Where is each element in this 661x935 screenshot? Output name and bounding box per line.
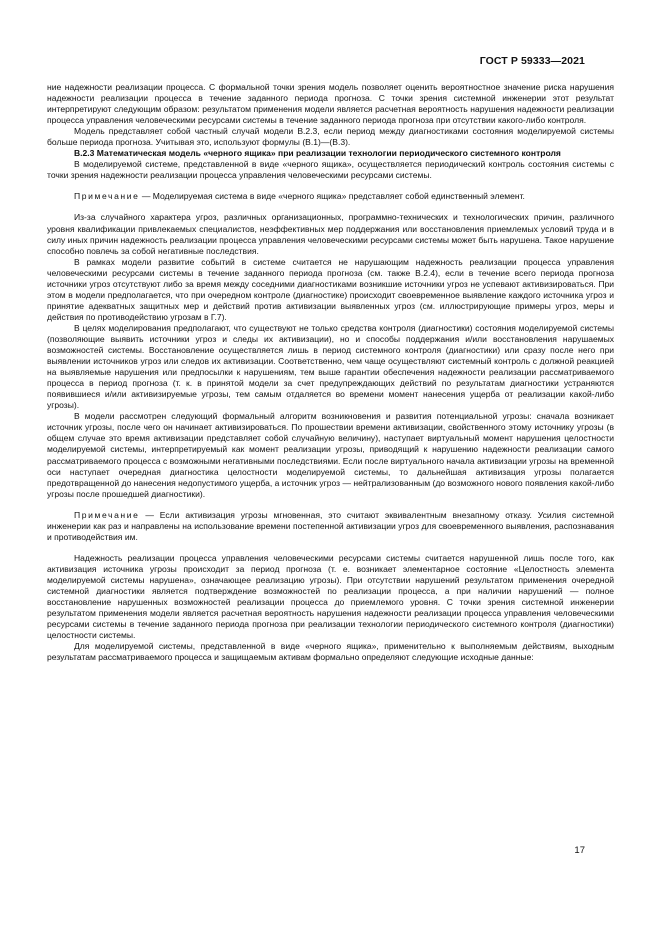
note-text: — Если активизация угрозы мгновенная, это считают эквивалентным внезапному отказу. Усилия системной инженерии как раз и направлены на использование времени постепенной активизации угроз для своевременного выявления, распознавания и противодействия им. — [47, 509, 614, 542]
note — [47, 510, 614, 543]
paragraph: Надежность реализации процесса управления человеческими ресурсами системы считается нарушенной лишь после того, как активизация источника угрозы происходит за период прогноза (т. е. возникает элементарное состояние «Целостность элемента моделируемой системы нарушена», означающее реализацию угрозы). При отсутствии нарушений результатом применения очередной системной диагностики является подтверждение возможностей по реализации процесса, а при наличии нарушений — полное восстановление нарушенных возможностей реализации процесса до приемлемого уровня. С точки зрения системной инженерии результатом применения модели является расчетная вероятность нарушения надежности реализации процесса управления человеческими ресурсами системы в течение заданного периода прогноза при реализации технологии периодического системного контроля (диагностики) целостности системы. — [47, 552, 614, 641]
paragraph: ние надежности реализации процесса. С формальной точки зрения модель позволяет оценить вероятностное значение риска нарушения надежности реализации процесса в течение заданного периода прогноза. С точки зрения системной инженерии этот результат интерпретируют следующим образом: результатом применения модели является расчетная вероятность нарушения надежности реализации процесса управления человеческими ресурсами системы в течение заданного периода прогноза при отсутствии какого-либо контроля. — [47, 82, 614, 126]
paragraph: Для моделируемой системы, представленной в виде «черного ящика», применительно к выполняемым действиям, выходным результатам рассматриваемого процесса и защищаемым активам формально определяют следующие исходные данные: — [47, 641, 614, 663]
document-body — [47, 82, 614, 663]
paragraph: В рамках модели развитие событий в системе считается не нарушающим надежность реализации процесса управления человеческими ресурсами системы в течение заданного периода прогноза (см. также В.2.4), если в течение всего периода прогноза источники угроз отсутствуют либо за время между соседними диагностиками возникшие источники угроз не успевают активизироваться. При этом в модели предполагается, что при очередном контроле (диагностике) происходит своевременное выявление каждого источника угроз и принятие адекватных защитных мер и действий против активизации выявленных угроз (см. иллюстрирующие примеры угроз, меры и действия по противодействию угрозам в Г.7). — [47, 256, 614, 322]
page-number: 17 — [574, 845, 585, 856]
note — [47, 191, 614, 202]
section-heading: В.2.3 Математическая модель «черного ящика» при реализации технологии периодического системного контроля — [74, 148, 561, 159]
document-header: ГОСТ Р 59333—2021 — [479, 55, 585, 67]
paragraph: В модели рассмотрен следующий формальный алгоритм возникновения и развития потенциальной угрозы: сначала возникает источник угрозы, после чего он начинает активизироваться. По прошествии времени активизации, свойственного этому источнику угрозы (в общем случае это время активизации представляет собой случайную величину), наступает виртуальный момент нарушения целостности моделируемой системы, интерпретируемый как момент реализации угрозы, приводящий к нарушению надежности реализации самого рассматриваемого процесса с возможными негативными последствиями. Если после виртуального начала активизации угрозы на временной оси наступает очередная диагностика целостности моделируемой системы, то дальнейшая активизация угрозы полагается предотвращенной до нанесения недопустимого ущерба, а источник угроз — нейтрализованным (до возможного нового появления какой-либо угрозы после прошедшей диагностики). — [47, 411, 614, 499]
note-label: Примечание — [74, 191, 140, 202]
paragraph: В целях моделирования предполагают, что существуют не только средства контроля (диагностики) состояния моделируемой системы (позволяющие выявить источники угроз и следы их активизации), но и способы поддержания и/или восстановления нарушаемых возможностей системы. Восстановление осуществляется лишь в период системного контроля (диагностики) или сразу после него при выявлении источников угроз или следов их активизации. Соответственно, чем чаще осуществляют системный контроль с должной реакцией на выявляемые нарушения или предпосылки к нарушениям, тем выше гарантии обеспечения надежности реализации рассматриваемого процесса в период прогноза (т. к. в принятой модели за счет предупреждающих действий по результатам диагностики устраняются появившиеся и/или активизируемые угрозы, тем самым отдаляется во времени момент нанесения ущерба от реализации какой-либо угрозы). — [47, 322, 614, 411]
note-label: Примечание — [74, 509, 140, 520]
paragraph: Модель представляет собой частный случай модели В.2.3, если период между диагностиками состояния моделируемой системы больше периода прогноза. Учитывая это, используют формулы (В.1)—(В.3). — [47, 126, 614, 148]
paragraph: В моделируемой системе, представленной в виде «черного ящика», осуществляется периодический контроль состояния системы с точки зрения надежности реализации процесса управления человеческими ресурсами системы. — [47, 159, 614, 181]
note-text: — Моделируемая система в виде «черного ящика» представляет собой единственный элемент. — [139, 191, 525, 202]
paragraph: Из-за случайного характера угроз, различных организационных, программно-технических и технологических причин, различного уровня квалификации привлекаемых специалистов, неэффективных мер поддержания или восстановления приемлемых условий труда и в силу иных причин надежность реализации процесса управления человеческими ресурсами системы может быть нарушена. Такое нарушение способно повлечь за собой негативные последствия. — [47, 212, 614, 256]
